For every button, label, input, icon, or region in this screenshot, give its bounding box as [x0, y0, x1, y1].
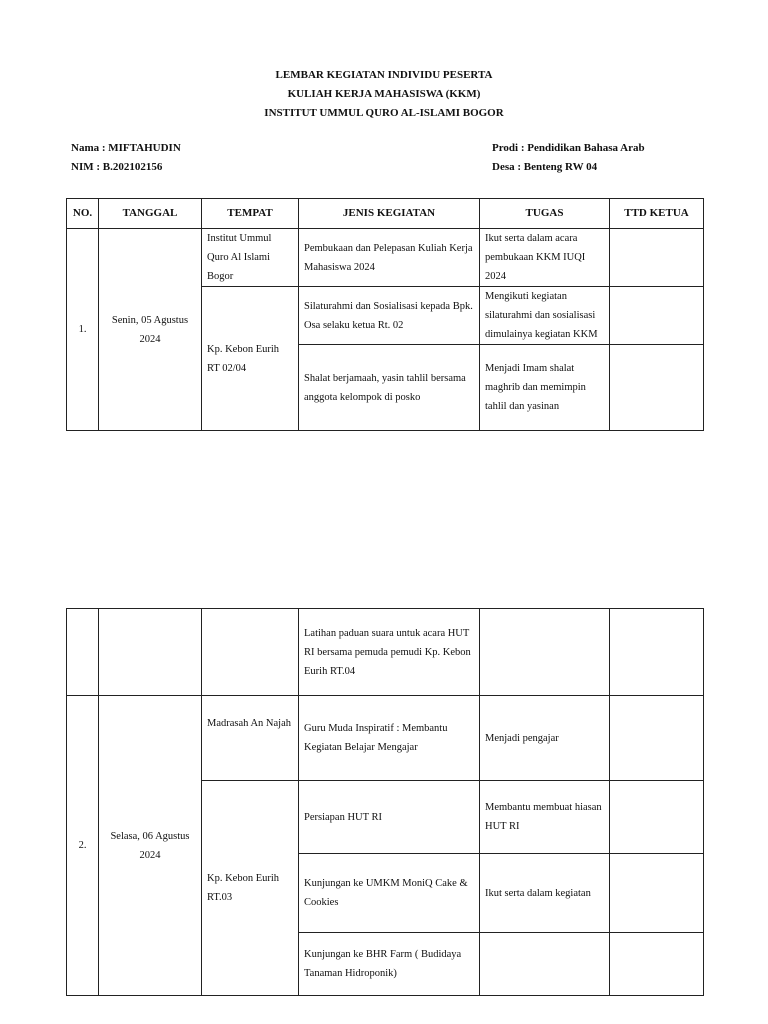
- title-line-3: INSTITUT UMMUL QURO AL-ISLAMI BOGOR: [264, 107, 504, 119]
- header-jenis-kegiatan: JENIS KEGIATAN: [299, 199, 480, 229]
- row-task: [480, 609, 610, 696]
- row-activity: Kunjungan ke UMKM MoniQ Cake & Cookies: [299, 854, 480, 933]
- row-task: Ikut serta dalam kegiatan: [480, 854, 610, 933]
- header-no: NO.: [67, 199, 99, 229]
- nim-field: NIM : B.202102156: [71, 161, 163, 173]
- prodi-field: Prodi : Pendidikan Bahasa Arab: [492, 142, 645, 154]
- row-activity: Latihan paduan suara untuk acara HUT RI bersama pemuda pemudi Kp. Kebon Eurih RT.04: [299, 609, 480, 696]
- row-signature: [610, 781, 704, 854]
- desa-field: Desa : Benteng RW 04: [492, 161, 598, 173]
- row-task: Membantu membuat hiasan HUT RI: [480, 781, 610, 854]
- row-signature: [610, 287, 704, 345]
- row-place: [202, 609, 299, 696]
- row-activity: Kunjungan ke BHR Farm ( Budidaya Tanaman Hidroponik): [299, 933, 480, 996]
- table-header-row: [67, 199, 704, 229]
- row-activity: Persiapan HUT RI: [299, 781, 480, 854]
- row-date: Selasa, 06 Agustus 2024: [99, 696, 202, 996]
- row-signature: [610, 345, 704, 431]
- table-row: [67, 609, 704, 696]
- row-signature: [610, 609, 704, 696]
- header-tempat: TEMPAT: [202, 199, 299, 229]
- row-task: [480, 933, 610, 996]
- title-line-1: LEMBAR KEGIATAN INDIVIDU PESERTA: [275, 69, 493, 81]
- row-place: Institut Ummul Quro Al Islami Bogor: [202, 229, 299, 287]
- header-tugas: TUGAS: [480, 199, 610, 229]
- row-number: [67, 609, 99, 696]
- row-number: 2.: [67, 696, 99, 996]
- row-activity: Guru Muda Inspiratif : Membantu Kegiatan Belajar Mengajar: [299, 696, 480, 781]
- row-activity: Shalat berjamaah, yasin tahlil bersama anggota kelompok di posko: [299, 345, 480, 431]
- document-title: [0, 66, 768, 123]
- nama-field: Nama : MIFTAHUDIN: [71, 142, 181, 154]
- student-info-right: [492, 139, 645, 177]
- row-activity: Pembukaan dan Pelepasan Kuliah Kerja Mahasiswa 2024: [299, 229, 480, 287]
- row-task: Mengikuti kegiatan silaturahmi dan sosialisasi dimulainya kegiatan KKM: [480, 287, 610, 345]
- row-task: Ikut serta dalam acara pembukaan KKM IUQI 2024: [480, 229, 610, 287]
- row-task: Menjadi pengajar: [480, 696, 610, 781]
- row-place: Kp. Kebon Eurih RT 02/04: [202, 287, 299, 431]
- row-number: 1.: [67, 229, 99, 431]
- row-signature: [610, 229, 704, 287]
- header-ttd-ketua: TTD KETUA: [610, 199, 704, 229]
- row-task: Menjadi Imam shalat maghrib dan memimpin tahlil dan yasinan: [480, 345, 610, 431]
- row-activity: Silaturahmi dan Sosialisasi kepada Bpk. Osa selaku ketua Rt. 02: [299, 287, 480, 345]
- table-row: [67, 696, 704, 781]
- row-signature: [610, 696, 704, 781]
- student-info-left: [71, 139, 181, 177]
- activity-table-page-1: [66, 198, 704, 431]
- table-row: [67, 229, 704, 287]
- title-line-2: KULIAH KERJA MAHASISWA (KKM): [287, 88, 481, 100]
- row-signature: [610, 933, 704, 996]
- activity-table-page-2: [66, 608, 704, 996]
- row-date: Senin, 05 Agustus 2024: [99, 229, 202, 431]
- row-place: Madrasah An Najah: [202, 696, 299, 781]
- row-signature: [610, 854, 704, 933]
- row-date: [99, 609, 202, 696]
- row-place: Kp. Kebon Eurih RT.03: [202, 781, 299, 996]
- header-tanggal: TANGGAL: [99, 199, 202, 229]
